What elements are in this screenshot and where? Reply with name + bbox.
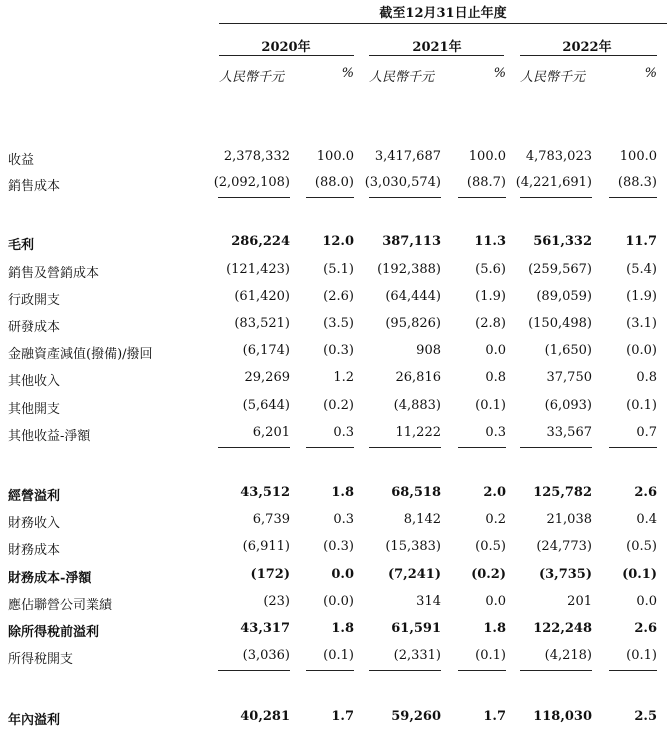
- amount-cell: (24,773): [536, 539, 592, 554]
- percent-cell: (2.8): [475, 316, 506, 331]
- percent-cell: (88.3): [617, 175, 657, 190]
- amount-cell: (95,826): [385, 316, 441, 331]
- year-header: 2021年: [412, 40, 462, 55]
- percent-cell: 0.8: [636, 370, 657, 385]
- row-label: 年內溢利: [8, 713, 61, 728]
- amount-cell: 43,317: [240, 621, 290, 636]
- percent-cell: (1.9): [475, 289, 506, 304]
- percent-cell: (0.3): [323, 539, 354, 554]
- row-label: 所得稅開支: [8, 652, 74, 667]
- percent-cell: (5.1): [323, 262, 354, 277]
- row-label: 應佔聯營公司業績: [8, 598, 113, 613]
- subtotal-rule: [306, 670, 354, 671]
- percent-cell: (0.5): [475, 539, 506, 554]
- amount-cell: 125,782: [533, 485, 592, 500]
- percent-cell: 100.0: [619, 149, 657, 164]
- amount-cell: 286,224: [231, 234, 290, 249]
- subtotal-rule: [609, 447, 657, 448]
- amount-cell: 118,030: [533, 709, 592, 724]
- amount-cell: (6,174): [242, 343, 290, 358]
- amount-cell: 201: [567, 594, 592, 609]
- amount-cell: (7,241): [387, 567, 441, 582]
- percent-cell: 0.8: [485, 370, 506, 385]
- percent-cell: (3.5): [323, 316, 354, 331]
- amount-cell: 4,783,023: [525, 149, 592, 164]
- percent-cell: 2.0: [483, 485, 506, 500]
- percent-cell: (0.1): [622, 567, 657, 582]
- amount-cell: (4,883): [393, 398, 441, 413]
- percent-cell: 12.0: [322, 234, 354, 249]
- percent-cell: 11.3: [474, 234, 506, 249]
- subtotal-rule: [609, 197, 657, 198]
- unit-header: 人民幣千元: [520, 70, 586, 85]
- row-label: 財務成本-淨額: [8, 571, 92, 586]
- percent-cell: (1.9): [626, 289, 657, 304]
- year-underline: [219, 55, 354, 56]
- amount-cell: 21,038: [546, 512, 592, 527]
- amount-cell: (89,059): [536, 289, 592, 304]
- period-header: 截至12月31日止年度: [379, 6, 507, 21]
- percent-cell: (0.1): [323, 648, 354, 663]
- amount-cell: 61,591: [391, 621, 441, 636]
- amount-cell: (23): [263, 594, 290, 609]
- percent-cell: 2.5: [634, 709, 657, 724]
- row-label: 銷售成本: [8, 179, 61, 194]
- percent-cell: 1.8: [331, 485, 354, 500]
- subtotal-rule: [369, 670, 441, 671]
- percent-cell: 0.0: [331, 567, 354, 582]
- percent-cell: (0.1): [626, 398, 657, 413]
- subtotal-rule: [218, 447, 290, 448]
- amount-cell: (61,420): [234, 289, 290, 304]
- year-underline: [369, 55, 504, 56]
- amount-cell: 122,248: [533, 621, 592, 636]
- percent-cell: 100.0: [316, 149, 354, 164]
- subtotal-rule: [218, 670, 290, 671]
- amount-cell: 6,739: [252, 512, 290, 527]
- row-label: 其他收入: [8, 374, 61, 389]
- amount-cell: (3,036): [242, 648, 290, 663]
- subtotal-rule: [218, 197, 290, 198]
- unit-header: 人民幣千元: [219, 70, 285, 85]
- amount-cell: (2,331): [393, 648, 441, 663]
- percent-cell: (0.1): [475, 398, 506, 413]
- amount-cell: 26,816: [395, 370, 441, 385]
- percent-cell: (0.0): [626, 343, 657, 358]
- amount-cell: (4,221,691): [515, 175, 592, 190]
- percent-cell: 1.8: [331, 621, 354, 636]
- subtotal-rule: [369, 197, 441, 198]
- amount-cell: (3,735): [538, 567, 592, 582]
- percent-cell: 0.3: [485, 425, 506, 440]
- percent-cell: (0.0): [323, 594, 354, 609]
- percent-cell: (0.1): [475, 648, 506, 663]
- amount-cell: (5,644): [242, 398, 290, 413]
- amount-cell: (6,911): [242, 539, 290, 554]
- amount-cell: 40,281: [240, 709, 290, 724]
- amount-cell: (259,567): [528, 262, 592, 277]
- subtotal-rule: [520, 197, 592, 198]
- percent-cell: (2.6): [323, 289, 354, 304]
- amount-cell: (15,383): [385, 539, 441, 554]
- percent-cell: 2.6: [634, 485, 657, 500]
- percent-cell: 0.3: [333, 425, 354, 440]
- percent-cell: 0.4: [636, 512, 657, 527]
- percent-cell: 0.0: [485, 343, 506, 358]
- year-header: 2022年: [562, 40, 612, 55]
- amount-cell: 33,567: [546, 425, 592, 440]
- amount-cell: 11,222: [395, 425, 441, 440]
- subtotal-rule: [306, 447, 354, 448]
- percent-cell: (5.4): [626, 262, 657, 277]
- percent-cell: 1.7: [483, 709, 506, 724]
- percent-header: %: [644, 66, 657, 81]
- subtotal-rule: [520, 447, 592, 448]
- amount-cell: (2,092,108): [213, 175, 290, 190]
- amount-cell: (1,650): [544, 343, 592, 358]
- subtotal-rule: [458, 447, 506, 448]
- amount-cell: 561,332: [533, 234, 592, 249]
- amount-cell: 3,417,687: [374, 149, 441, 164]
- amount-cell: 8,142: [403, 512, 441, 527]
- percent-cell: (0.3): [323, 343, 354, 358]
- percent-cell: 2.6: [634, 621, 657, 636]
- subtotal-rule: [458, 670, 506, 671]
- subtotal-rule: [369, 447, 441, 448]
- row-label: 財務成本: [8, 543, 61, 558]
- percent-cell: (0.1): [626, 648, 657, 663]
- amount-cell: 68,518: [391, 485, 441, 500]
- amount-cell: (83,521): [234, 316, 290, 331]
- amount-cell: 2,378,332: [223, 149, 290, 164]
- percent-cell: 0.7: [636, 425, 657, 440]
- percent-cell: (88.7): [466, 175, 506, 190]
- percent-cell: 0.3: [333, 512, 354, 527]
- amount-cell: 29,269: [244, 370, 290, 385]
- amount-cell: (192,388): [377, 262, 441, 277]
- percent-cell: 0.0: [485, 594, 506, 609]
- amount-cell: 387,113: [382, 234, 441, 249]
- percent-cell: 1.2: [333, 370, 354, 385]
- year-underline: [520, 55, 657, 56]
- row-label: 毛利: [8, 238, 35, 253]
- amount-cell: 6,201: [252, 425, 290, 440]
- amount-cell: (4,218): [544, 648, 592, 663]
- unit-header: 人民幣千元: [369, 70, 435, 85]
- amount-cell: (121,423): [226, 262, 290, 277]
- percent-header: %: [341, 66, 354, 81]
- amount-cell: 37,750: [546, 370, 592, 385]
- percent-cell: 1.8: [483, 621, 506, 636]
- percent-cell: (0.2): [323, 398, 354, 413]
- subtotal-rule: [306, 197, 354, 198]
- percent-cell: (5.6): [475, 262, 506, 277]
- amount-cell: (64,444): [385, 289, 441, 304]
- percent-header: %: [493, 66, 506, 81]
- row-label: 銷售及營銷成本: [8, 266, 100, 281]
- subtotal-rule: [458, 197, 506, 198]
- row-label: 經營溢利: [8, 489, 61, 504]
- row-label: 除所得稅前溢利: [8, 625, 100, 640]
- row-label: 收益: [8, 153, 35, 168]
- subtotal-rule: [520, 670, 592, 671]
- period-underline: [219, 23, 667, 24]
- percent-cell: 100.0: [468, 149, 506, 164]
- amount-cell: 314: [416, 594, 441, 609]
- year-header: 2020年: [261, 40, 311, 55]
- percent-cell: (0.5): [626, 539, 657, 554]
- amount-cell: 908: [416, 343, 441, 358]
- row-label: 金融資產減值(撥備)/撥回: [8, 347, 153, 362]
- subtotal-rule: [609, 670, 657, 671]
- row-label: 其他開支: [8, 402, 61, 417]
- percent-cell: (88.0): [314, 175, 354, 190]
- percent-cell: (0.2): [471, 567, 506, 582]
- row-label: 研發成本: [8, 320, 61, 335]
- amount-cell: 59,260: [391, 709, 441, 724]
- percent-cell: 0.2: [485, 512, 506, 527]
- amount-cell: (150,498): [528, 316, 592, 331]
- amount-cell: (172): [250, 567, 290, 582]
- percent-cell: (3.1): [626, 316, 657, 331]
- row-label: 其他收益-淨額: [8, 429, 91, 444]
- amount-cell: (3,030,574): [364, 175, 441, 190]
- percent-cell: 1.7: [331, 709, 354, 724]
- percent-cell: 11.7: [625, 234, 657, 249]
- amount-cell: 43,512: [240, 485, 290, 500]
- row-label: 行政開支: [8, 293, 61, 308]
- row-label: 財務收入: [8, 516, 61, 531]
- amount-cell: (6,093): [544, 398, 592, 413]
- percent-cell: 0.0: [636, 594, 657, 609]
